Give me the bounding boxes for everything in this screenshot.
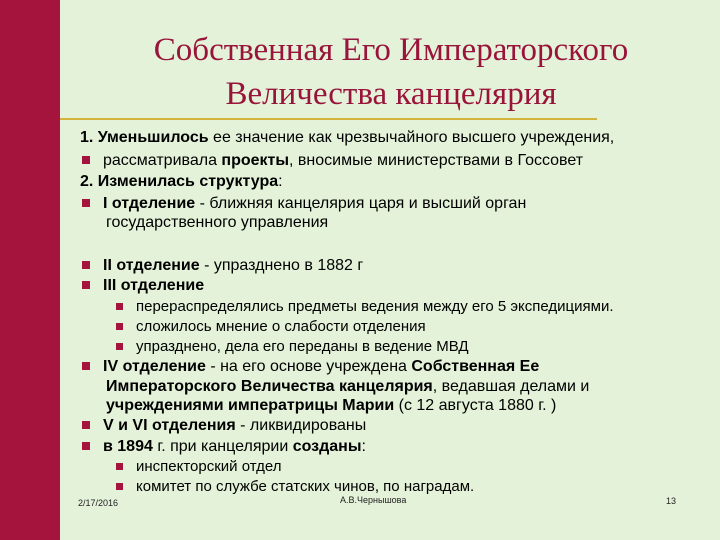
bold-text: IV отделение xyxy=(103,358,206,375)
bullet-marker xyxy=(82,199,90,207)
bold-text: в 1894 xyxy=(103,438,153,455)
bullet-marker xyxy=(82,362,90,370)
text-line xyxy=(136,298,614,315)
bold-text: Собственная Ее xyxy=(411,358,540,375)
bold-text: 1. Уменьшилось xyxy=(80,129,209,146)
bold-text: II отделение xyxy=(103,257,200,274)
bullet-marker xyxy=(82,421,90,429)
bold-text: созданы xyxy=(292,438,362,455)
text-line xyxy=(103,256,363,275)
text-line xyxy=(136,478,474,495)
bold-text: III отделение xyxy=(103,277,205,294)
footer-author: А.В.Чернышова xyxy=(340,495,407,505)
bold-text: проекты xyxy=(221,152,290,169)
text: (с 12 августа 1880 г. ) xyxy=(394,397,557,414)
bullet-marker xyxy=(82,156,90,164)
title-line-2: Величества канцелярия xyxy=(225,76,557,112)
text: перераспределялись предметы ведения между его 5 экспедициями. xyxy=(136,298,614,315)
bold-text: V и VI отделения xyxy=(103,417,236,434)
bullet-marker xyxy=(116,303,123,310)
text-line xyxy=(106,213,328,232)
text-line xyxy=(80,128,614,147)
text-line xyxy=(103,276,204,295)
text: г. при канцелярии xyxy=(152,438,293,455)
bold-text: Императорского Величества канцелярия xyxy=(106,378,433,395)
text: , ведавшая делами и xyxy=(432,378,590,395)
bullet-marker xyxy=(116,343,123,350)
bullet-marker xyxy=(116,483,123,490)
title-line-1: Собственная Его Императорского xyxy=(153,32,629,68)
text-line xyxy=(103,437,366,456)
text: , вносимые министерствами в Госсовет xyxy=(289,152,584,169)
bullet-marker xyxy=(116,463,123,470)
text: рассматривала xyxy=(103,152,222,169)
text-line xyxy=(103,357,539,376)
text: - на его основе учреждена xyxy=(205,358,412,375)
text: - упразднено в 1882 г xyxy=(199,257,364,274)
text-line xyxy=(136,318,426,335)
bullet-marker xyxy=(82,281,90,289)
text: : xyxy=(361,438,366,455)
text-line xyxy=(80,172,283,191)
bold-text: 2. Изменилась структура xyxy=(80,173,279,190)
text: комитет по службе статских чинов, по наградам. xyxy=(136,478,475,495)
text-line xyxy=(103,194,526,213)
text: - ближняя канцелярия царя и высший орган xyxy=(195,195,527,212)
text: ее значение как чрезвычайного высшего учреждения, xyxy=(208,129,615,146)
text: упразднено, дела его переданы в ведение МВД xyxy=(136,338,469,355)
bullet-marker xyxy=(82,261,90,269)
bullet-marker xyxy=(82,442,90,450)
text: - ликвидированы xyxy=(235,417,367,434)
text-line xyxy=(106,396,556,415)
text-line xyxy=(103,416,366,435)
bullet-marker xyxy=(116,323,123,330)
text-line xyxy=(106,377,589,396)
text: сложилось мнение о слабости отделения xyxy=(136,318,426,335)
footer-date: 2/17/2016 xyxy=(78,498,119,508)
text: : xyxy=(278,173,283,190)
bold-text: I отделение xyxy=(103,195,196,212)
text: государственного управления xyxy=(106,214,329,231)
text-line xyxy=(136,338,469,355)
text-line xyxy=(103,151,583,170)
bold-text: учреждениями императрицы Марии xyxy=(106,397,395,414)
text: инспекторский отдел xyxy=(136,458,282,475)
footer-page-number: 13 xyxy=(666,496,677,506)
text-line xyxy=(136,458,281,475)
